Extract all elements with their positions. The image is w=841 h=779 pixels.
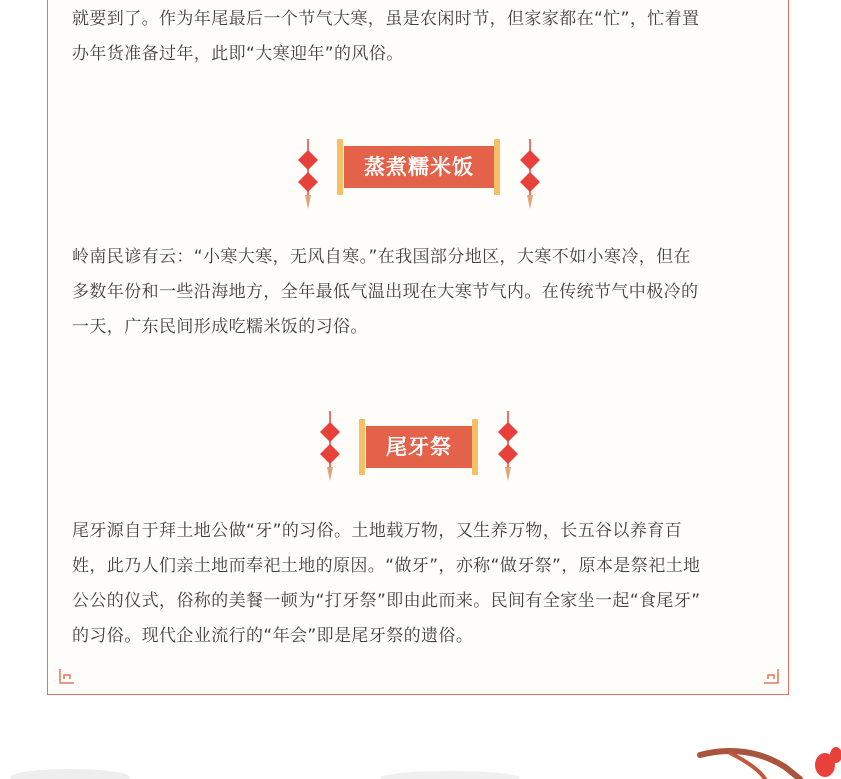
scroll-end-left xyxy=(359,419,365,475)
scroll-end-left xyxy=(337,139,343,195)
plum-branch-decoration xyxy=(690,745,841,779)
paragraph-lingnan xyxy=(72,240,772,345)
section-title-rice xyxy=(291,139,547,211)
paragraph-intro xyxy=(72,2,772,72)
section-title-label: 尾牙祭 xyxy=(366,426,472,468)
chinese-knot-icon xyxy=(513,139,569,219)
paragraph-line: 公公的仪式，俗称的美餐一顿为“打牙祭”即由此而来。民间有全家坐一起“食尾牙” xyxy=(72,591,701,611)
corner-pattern-icon xyxy=(59,668,75,684)
paragraph-line: 岭南民谚有云：“小寒大寒，无风自寒。”在我国部分地区，大寒不如小寒冷，但在 xyxy=(72,247,691,267)
section-title-weiya xyxy=(313,411,525,483)
section-title-label: 蒸煮糯米饭 xyxy=(344,146,494,188)
chinese-knot-icon xyxy=(491,411,547,491)
paragraph-line: 就要到了。作为年尾最后一个节气大寒，虽是农闲时节，但家家都在“忙”，忙着置 xyxy=(72,9,700,29)
scroll-end-right xyxy=(494,139,500,195)
paragraph-line: 一天，广东民间形成吃糯米饭的习俗。 xyxy=(72,317,368,337)
paragraph-line: 尾牙源自于拜土地公做“牙”的习俗。土地载万物，又生养万物，长五谷以养育百 xyxy=(72,521,683,541)
scroll-end-right xyxy=(472,419,478,475)
paragraph-line: 多数年份和一些沿海地方，全年最低气温出现在大寒节气内。在传统节气中极冷的 xyxy=(72,282,699,302)
corner-pattern-icon xyxy=(763,668,779,684)
paragraph-line: 姓，此乃人们亲土地而奉祀土地的原因。“做牙”，亦称“做牙祭”，原本是祭祀土地 xyxy=(72,556,701,576)
paragraph-weiya xyxy=(72,514,772,654)
paragraph-line: 办年货准备过年，此即“大寒迎年”的风俗。 xyxy=(72,44,404,64)
paragraph-line: 的习俗。现代企业流行的“年会”即是尾牙祭的遗俗。 xyxy=(72,626,474,646)
